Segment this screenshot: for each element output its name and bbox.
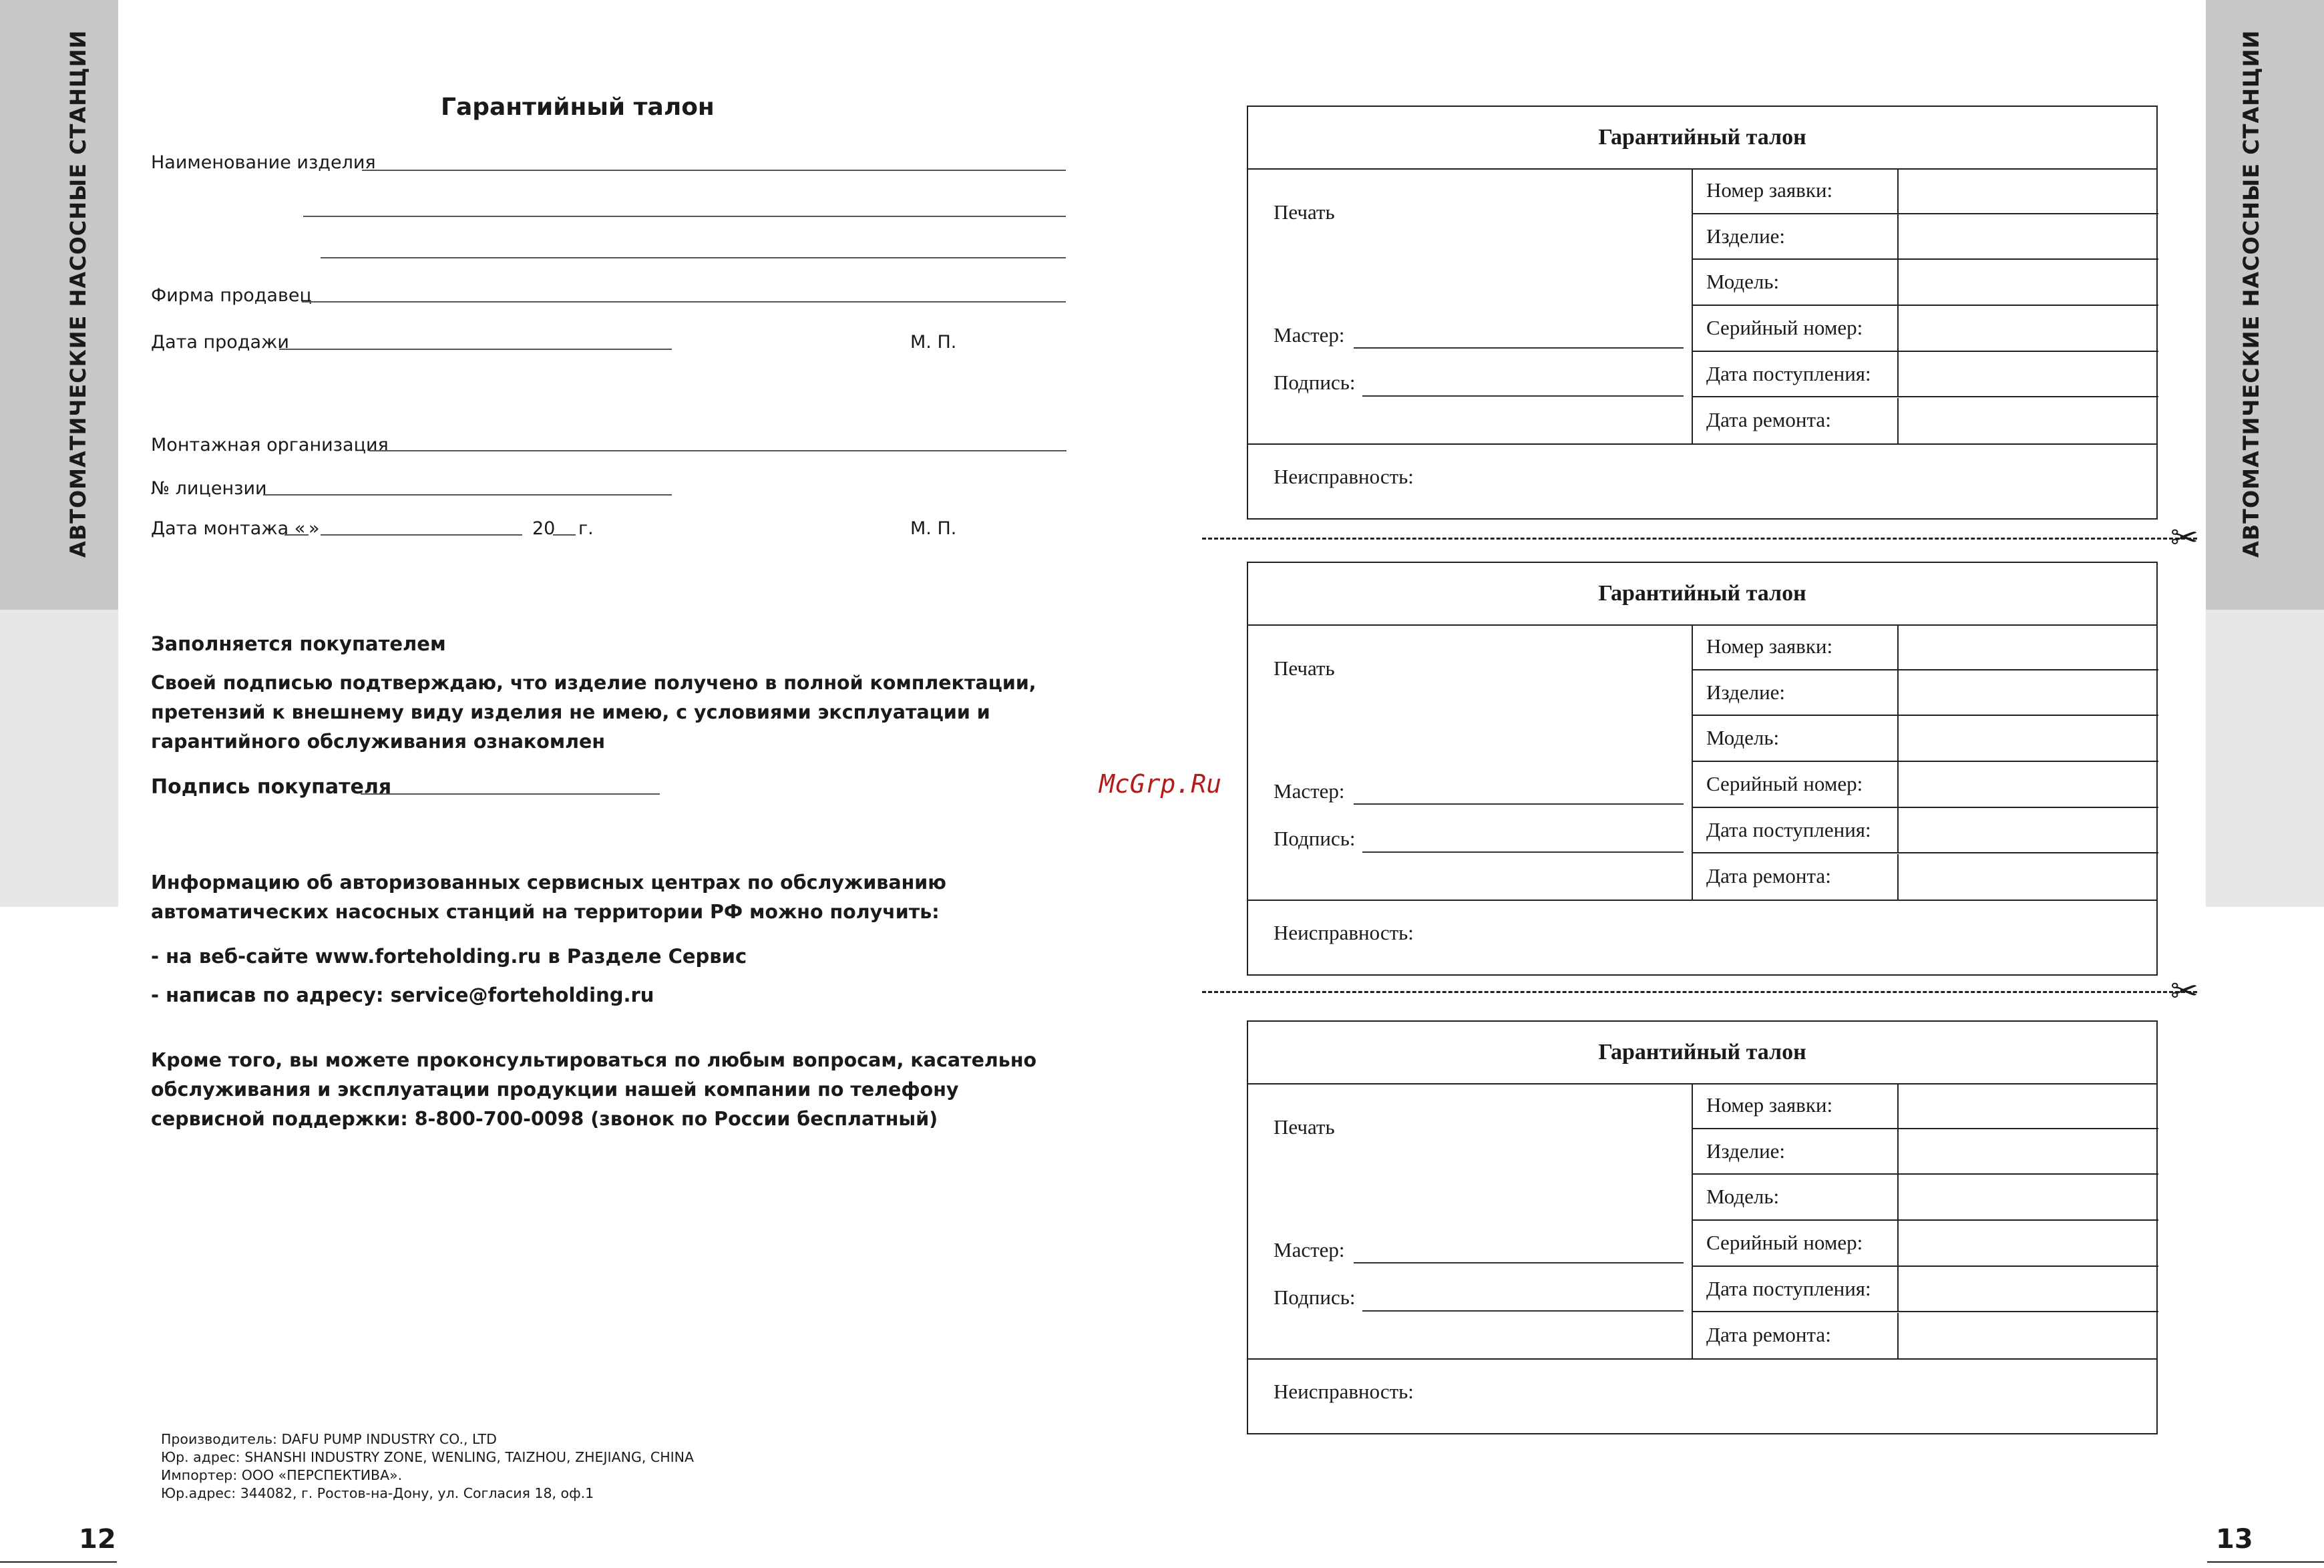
coupon-signature-label: Подпись: xyxy=(1274,1286,1356,1309)
coupon-fields-grid xyxy=(1692,624,2158,900)
service-info-email: - написав по адресу: service@forteholding.ru xyxy=(151,984,654,1006)
left-side-band-label-area xyxy=(0,0,118,610)
coupon-signature-line[interactable] xyxy=(1362,1310,1684,1312)
install-date-day-line[interactable] xyxy=(284,534,309,536)
coupon-title: Гарантийный талон xyxy=(1248,107,2156,170)
coupon-fields-grid xyxy=(1692,168,2158,443)
page-number-right: 13 xyxy=(2216,1524,2253,1555)
coupon-field-request-number[interactable]: Номер заявки: xyxy=(1693,624,2158,670)
coupon-fault-area[interactable] xyxy=(1248,1358,2156,1435)
warranty-coupon-2 xyxy=(1247,562,2158,976)
service-info-web: - на веб-сайте www.forteholding.ru в Разделе Сервис xyxy=(151,945,747,968)
license-label: № лицензии xyxy=(151,478,267,499)
cut-line-2 xyxy=(1202,991,2197,993)
coupon-master-label: Мастер: xyxy=(1274,779,1345,803)
install-date-mid: » xyxy=(309,518,320,539)
coupon-fault-label: Неисправность: xyxy=(1274,1380,1414,1403)
coupon-field-product[interactable]: Изделие: xyxy=(1693,670,2158,717)
coupon-field-serial[interactable]: Серийный номер: xyxy=(1693,306,2158,352)
sale-date-line[interactable] xyxy=(279,349,672,350)
install-date-prefix: Дата монтажа « xyxy=(151,518,306,539)
buyer-signature-label: Подпись покупателя xyxy=(151,775,392,799)
coupon-master-line[interactable] xyxy=(1354,803,1684,805)
coupon-field-repair-date[interactable]: Дата ремонта: xyxy=(1693,1313,2158,1359)
coupon-master-label: Мастер: xyxy=(1274,1238,1345,1261)
coupon-fields-grid xyxy=(1692,1083,2158,1358)
coupon-field-model[interactable]: Модель: xyxy=(1693,1175,2158,1221)
install-org-label: Монтажная организация xyxy=(151,435,389,455)
coupon-field-repair-date[interactable]: Дата ремонта: xyxy=(1693,398,2158,444)
coupon-field-received-date[interactable]: Дата поступления: xyxy=(1693,808,2158,854)
coupon-field-model[interactable]: Модель: xyxy=(1693,716,2158,762)
scissors-icon: ✂ xyxy=(2170,518,2198,557)
cut-line-1 xyxy=(1202,538,2197,540)
seller-line[interactable] xyxy=(302,301,1066,303)
scissors-icon: ✂ xyxy=(2170,972,2198,1010)
product-name-line-3[interactable] xyxy=(321,257,1066,258)
coupon-stamp-label: Печать xyxy=(1274,1115,1335,1139)
coupon-field-product[interactable]: Изделие: xyxy=(1693,214,2158,260)
footer-importer: Импортер: ООО «ПЕРСПЕКТИВА». xyxy=(161,1467,403,1483)
coupon-fault-area[interactable] xyxy=(1248,443,2156,520)
service-info-text: Информацию об авторизованных сервисных центрах по обслуживанию автоматических насосных станций на территории РФ можно получить: xyxy=(151,871,946,923)
install-date-year: 20 xyxy=(532,518,556,539)
watermark: McGrp.Ru xyxy=(1099,769,1222,799)
warranty-coupon-1 xyxy=(1247,106,2158,520)
footer-manufacturer-address: Юр. адрес: SHANSHI INDUSTRY ZONE, WENLING, TAIZHOU, ZHEJIANG, CHINA xyxy=(161,1449,695,1465)
warranty-coupon-3 xyxy=(1247,1020,2158,1434)
coupon-title: Гарантийный талон xyxy=(1248,1022,2156,1085)
coupon-signature-label: Подпись: xyxy=(1274,827,1356,850)
page-bottom-rule-left xyxy=(0,1561,117,1563)
coupon-stamp-label: Печать xyxy=(1274,200,1335,224)
coupon-stamp-label: Печать xyxy=(1274,656,1335,680)
product-name-label: Наименование изделия xyxy=(151,152,376,173)
coupon-signature-label: Подпись: xyxy=(1274,371,1356,394)
consult-text: Кроме того, вы можете проконсультироваться по любым вопросам, касательно обслуживания и эксплуатации продукции нашей компании по телефону сервисной поддержки: 8-800-700-0098 (звонок по России бесплатный) xyxy=(151,1049,1037,1130)
stamp-place-1: М. П. xyxy=(910,332,957,353)
coupon-master-line[interactable] xyxy=(1354,347,1684,349)
coupon-field-received-date[interactable]: Дата поступления: xyxy=(1693,352,2158,398)
page-number-left: 12 xyxy=(79,1524,116,1555)
left-side-label: АВТОМАТИЧЕСКИЕ НАСОСНЫЕ СТАНЦИИ xyxy=(65,29,91,558)
coupon-signature-line[interactable] xyxy=(1362,851,1684,853)
license-line[interactable] xyxy=(263,494,672,496)
install-date-year-line[interactable] xyxy=(553,534,576,536)
coupon-title: Гарантийный талон xyxy=(1248,563,2156,626)
coupon-field-serial[interactable]: Серийный номер: xyxy=(1693,1221,2158,1267)
coupon-field-received-date[interactable]: Дата поступления: xyxy=(1693,1267,2158,1313)
footer-importer-address: Юр.адрес: 344082, г. Ростов-на-Дону, ул. Согласия 18, оф.1 xyxy=(161,1485,594,1501)
footer-manufacturer: Производитель: DAFU PUMP INDUSTRY CO., LTD xyxy=(161,1431,497,1447)
right-side-band-label-area xyxy=(2206,0,2324,610)
coupon-field-model[interactable]: Модель: xyxy=(1693,260,2158,306)
coupon-master-line[interactable] xyxy=(1354,1262,1684,1263)
right-side-label: АВТОМАТИЧЕСКИЕ НАСОСНЫЕ СТАНЦИИ xyxy=(2239,29,2264,558)
stamp-place-2: М. П. xyxy=(910,518,957,539)
coupon-master-label: Мастер: xyxy=(1274,323,1345,347)
sale-date-label: Дата продажи xyxy=(151,332,289,353)
coupon-field-serial[interactable]: Серийный номер: xyxy=(1693,762,2158,808)
buyer-confirmation-text: Своей подписью подтверждаю, что изделие получено в полной комплектации, претензий к внешнему виду изделия не имею, с условиями эксплуатации и гарантийного обслуживания ознакомлен xyxy=(151,672,1036,753)
coupon-field-product[interactable]: Изделие: xyxy=(1693,1129,2158,1175)
install-org-line[interactable] xyxy=(369,450,1067,451)
buyer-heading: Заполняется покупателем xyxy=(151,632,446,655)
coupon-field-repair-date[interactable]: Дата ремонта: xyxy=(1693,854,2158,900)
coupon-signature-line[interactable] xyxy=(1362,395,1684,397)
coupon-field-request-number[interactable]: Номер заявки: xyxy=(1693,168,2158,214)
product-name-line-1[interactable] xyxy=(362,170,1066,171)
coupon-fault-area[interactable] xyxy=(1248,900,2156,976)
left-page-title: Гарантийный талон xyxy=(441,93,715,121)
product-name-line-2[interactable] xyxy=(303,216,1066,217)
install-date-suffix: г. xyxy=(578,518,594,539)
coupon-fault-label: Неисправность: xyxy=(1274,465,1414,488)
buyer-signature-line[interactable] xyxy=(361,793,660,795)
install-date-month-line[interactable] xyxy=(321,534,522,536)
seller-label: Фирма продавец xyxy=(151,285,312,306)
page-bottom-rule-right xyxy=(2207,1561,2324,1563)
coupon-fault-label: Неисправность: xyxy=(1274,921,1414,944)
coupon-field-request-number[interactable]: Номер заявки: xyxy=(1693,1083,2158,1129)
